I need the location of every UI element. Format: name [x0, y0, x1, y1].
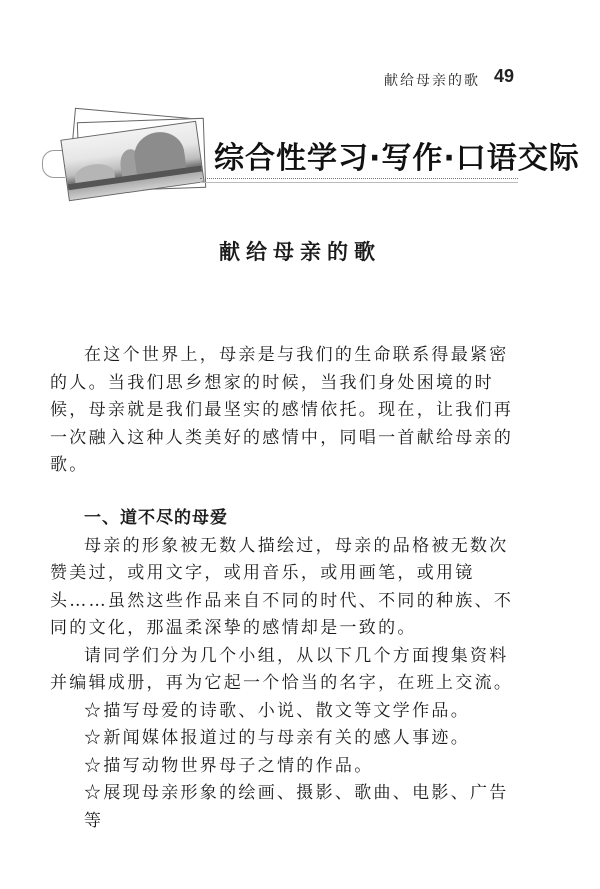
page-number: 49 [494, 66, 515, 86]
intro-block [50, 342, 520, 480]
star-icon: ☆ [84, 783, 104, 803]
list-item [50, 725, 520, 753]
landscape-photo-stack-icon [50, 105, 215, 205]
intro-paragraph: 在这个世界上，母亲是与我们的生命联系得最紧密的人。当我们思乡想家的时候，当我们身处困境的时候，母亲就是我们最坚实的感情依托。现在，让我们再一次融入这种人类美好的感情中，同唱一首献给母亲的歌。 [50, 345, 514, 475]
section-banner [50, 105, 580, 205]
star-icon: ☆ [84, 728, 104, 748]
star-icon: ☆ [84, 755, 104, 776]
section-1 [50, 505, 520, 835]
section-heading: 一、道不尽的母爱 [84, 508, 228, 528]
list-item [50, 780, 520, 835]
star-icon: ☆ [84, 700, 104, 721]
list-item-text: 描写动物世界母子之情的作品。 [103, 755, 374, 776]
list-item [50, 753, 520, 781]
running-header-title: 献给母亲的歌 [384, 73, 480, 89]
banner-divider [200, 178, 518, 183]
list-item-text: 新闻媒体报道过的与母亲有关的感人事迹。 [103, 728, 471, 748]
article-title: 献给母亲的歌 [219, 239, 381, 264]
list-item [50, 698, 520, 726]
banner-title: 综合性学习·写作·口语交际 [214, 141, 580, 176]
list-item-text: 展现母亲形象的绘画、摄影、歌曲、电影、广告等 [84, 783, 509, 831]
section-paragraph-1: 母亲的形象被无数人描绘过，母亲的品格被无数次赞美过，或用文字，或用音乐，或用画笔，或用镜头……虽然这些作品来自不同的时代、不同的种族、不同的文化，那温柔深挚的感情却是一致的。 [50, 535, 514, 638]
list-item-text: 描写母爱的诗歌、小说、散文等文学作品。 [103, 700, 471, 721]
section-paragraph-2: 请同学们分为几个小组，从以下几个方面搜集资料并编辑成册，再为它起一个恰当的名字，在班上交流。 [50, 645, 514, 693]
